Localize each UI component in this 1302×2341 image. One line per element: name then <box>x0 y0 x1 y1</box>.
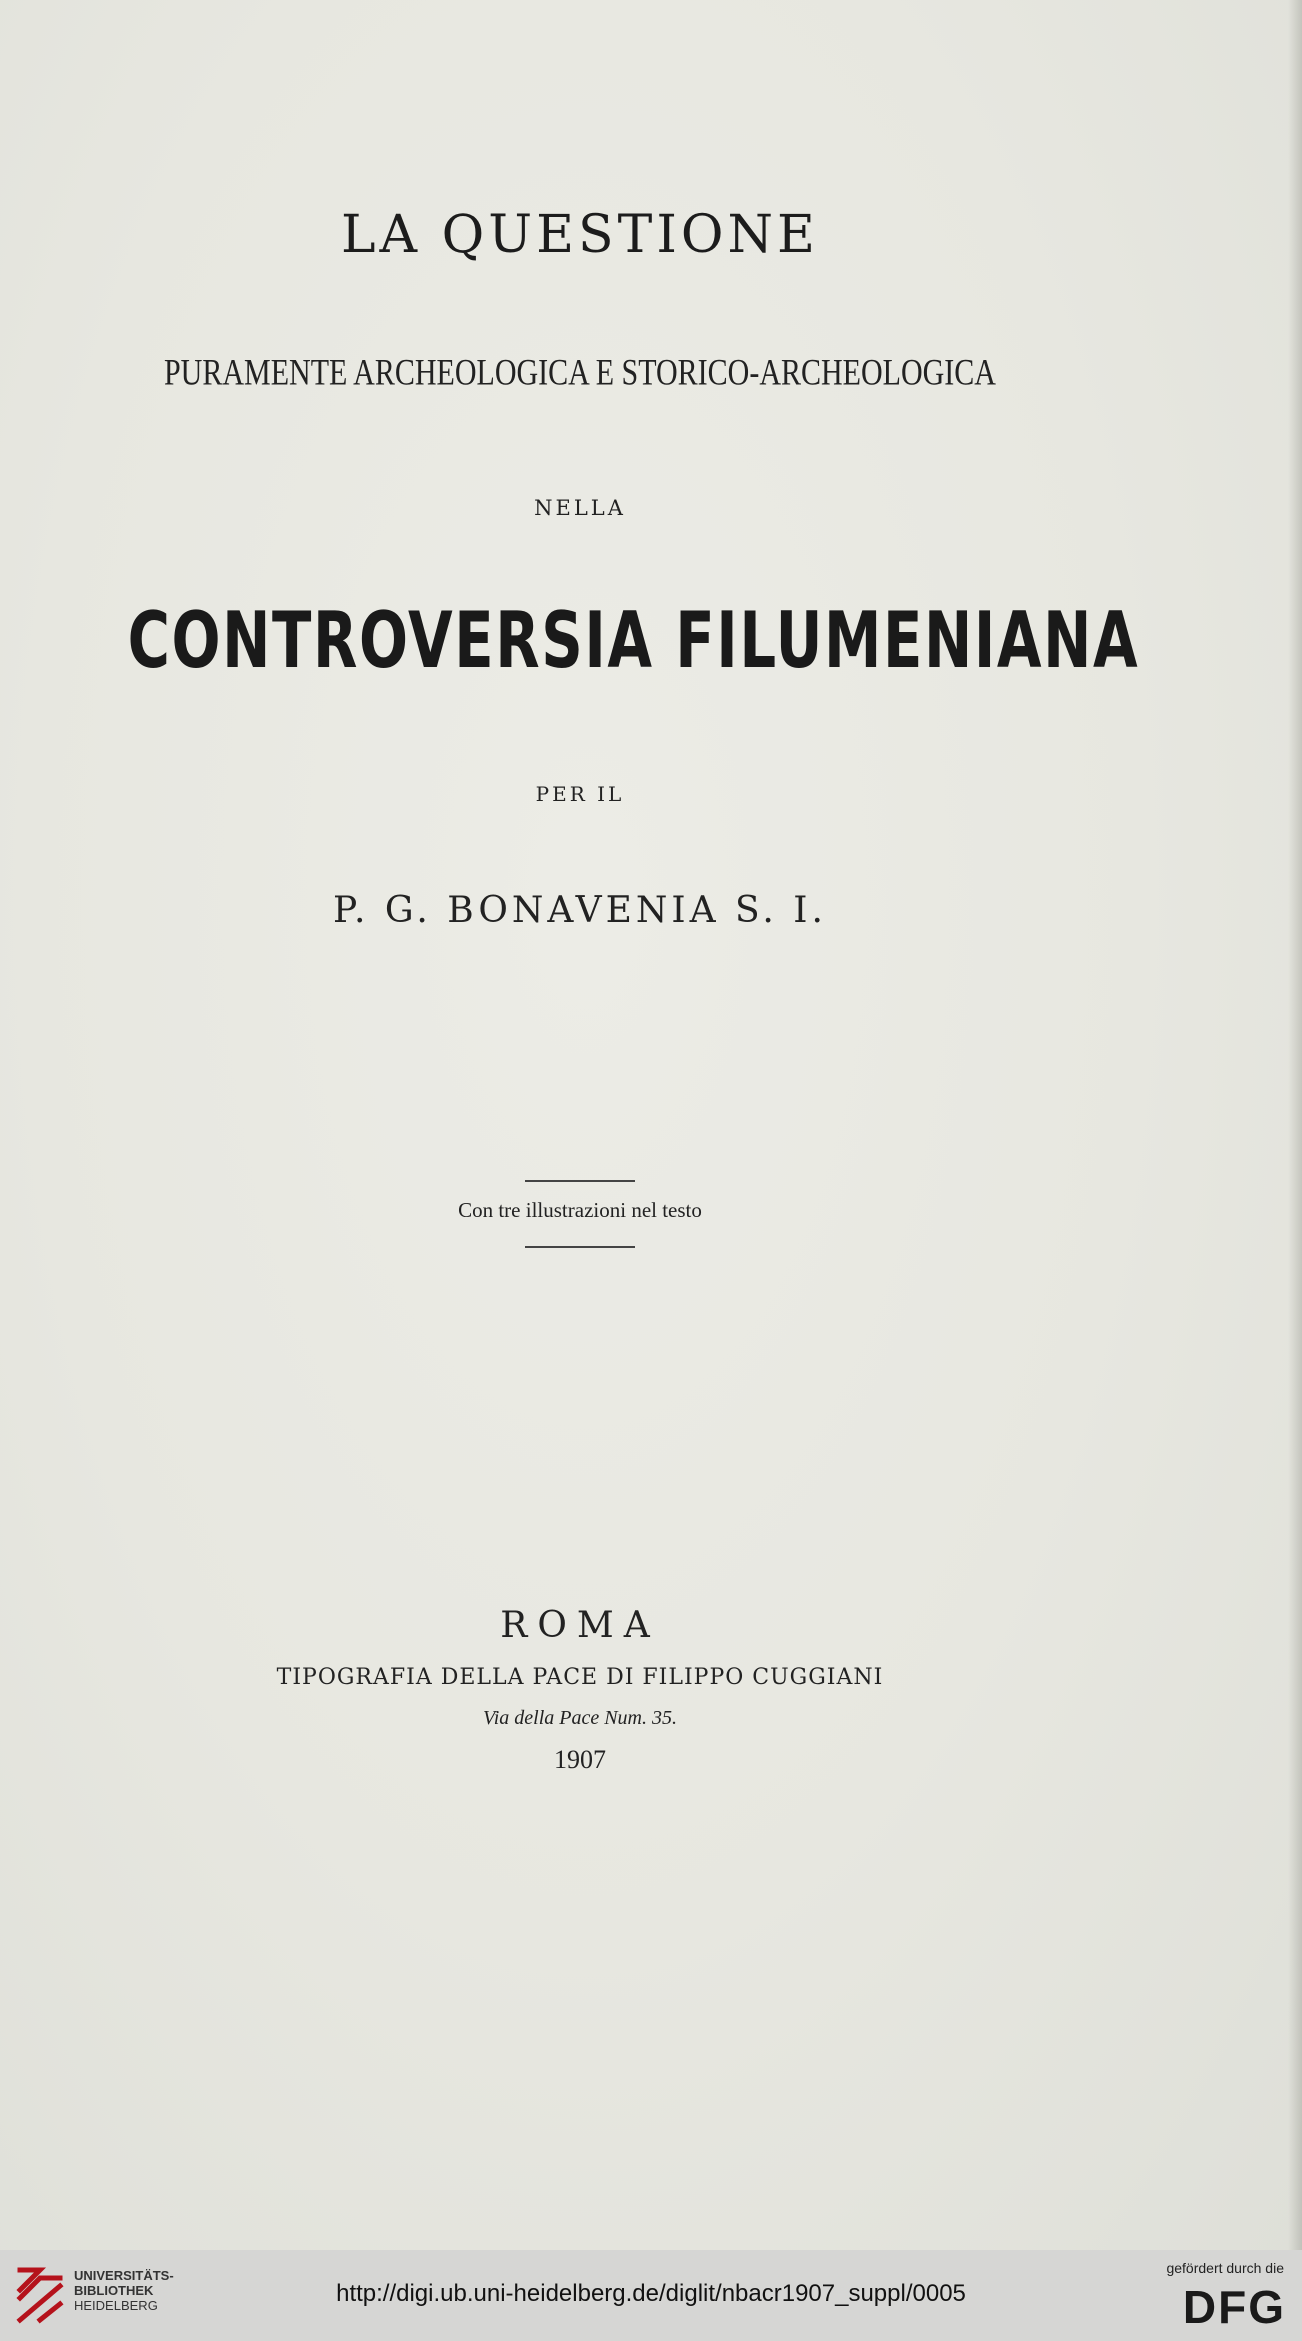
permalink-url[interactable]: http://digi.ub.uni-heidelberg.de/diglit/nbacr1907_suppl/0005 <box>336 2280 966 2307</box>
main-title: CONTROVERSIA FILUMENIANA <box>127 595 1140 687</box>
viewer-footer <box>0 2250 1302 2341</box>
book-title: LA QUESTIONE <box>341 205 819 265</box>
library-name-line2: BIBLIOTHEK <box>74 2283 154 2298</box>
connective-per-il: PER IL <box>535 782 625 806</box>
printer-name: TIPOGRAFIA DELLA PACE DI FILIPPO CUGGIANI <box>276 1665 884 1690</box>
rule-divider-bottom <box>525 1246 635 1248</box>
illustrations-note: Con tre illustrazioni nel testo <box>458 1198 702 1222</box>
library-name-line3: HEIDELBERG <box>74 2298 158 2313</box>
publication-city: ROMA <box>500 1605 660 1646</box>
connective-nella: NELLA <box>534 496 626 520</box>
rule-divider-top <box>525 1180 635 1182</box>
printer-address: Via della Pace Num. 35. <box>482 1707 678 1729</box>
library-name-line1: UNIVERSITÄTS- <box>74 2268 174 2283</box>
author-name: P. G. BONAVENIA S. I. <box>333 890 827 931</box>
book-subtitle: PURAMENTE ARCHEOLOGICA E STORICO-ARCHEOLOGICA <box>164 351 996 393</box>
publication-year: 1907 <box>554 1745 606 1774</box>
funding-caption: gefördert durch die <box>1166 2260 1284 2276</box>
dfg-logo: DFG <box>1182 2281 1286 2333</box>
